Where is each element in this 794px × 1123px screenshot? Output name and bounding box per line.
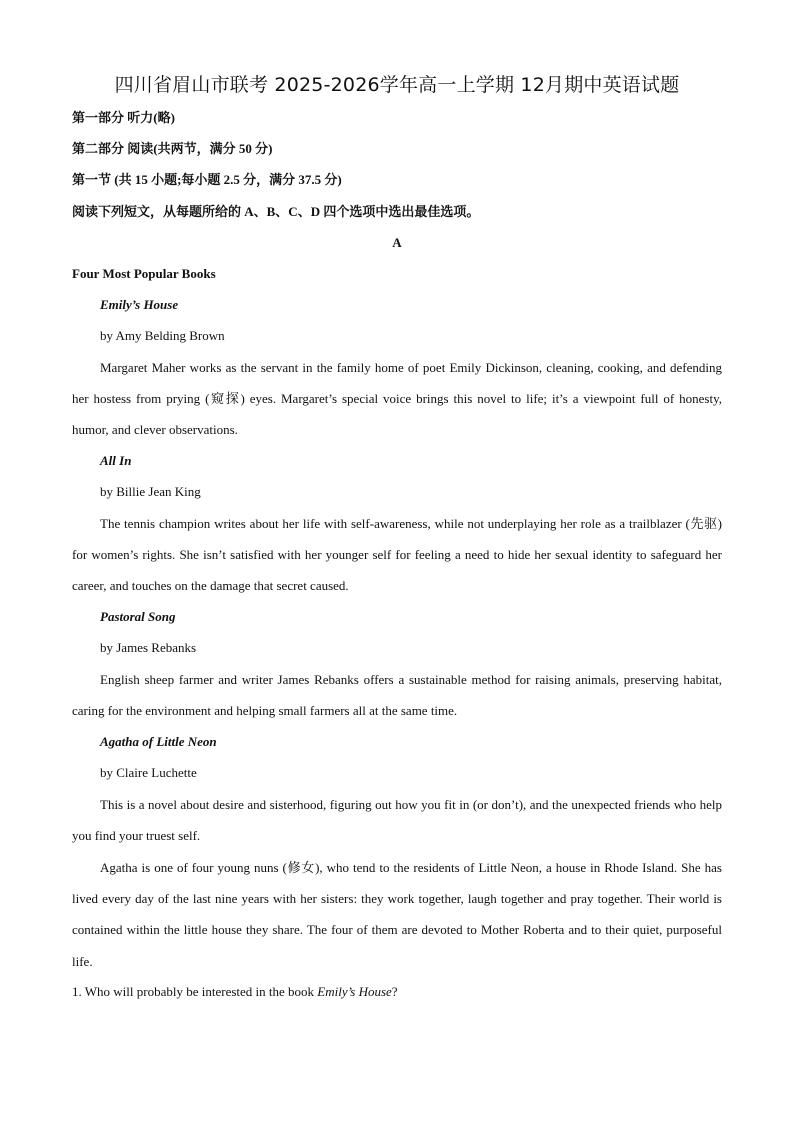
book-description: English sheep farmer and writer James Rebanks offers a sustainable method for raising animals, preserving habitat, caring for the environment and helping small farmers all at the same time.: [72, 672, 722, 719]
question-mark: ?: [391, 984, 398, 999]
page-title: 四川省眉山市联考 2025-2026学年高一上学期 12月期中英语试题: [114, 74, 680, 96]
section1-heading: 第一节 (共 15 小题;每小题 2.5 分，满分 37.5 分): [72, 172, 342, 187]
passage-label: A: [392, 235, 402, 250]
book-description: Margaret Maher works as the servant in the family home of poet Emily Dickinson, cleaning, cooking, and defending her hostess from prying (窥探) eyes. Margaret’s special voice brings this novel to life; it’s a viewpoint full of honesty, humor, and clever observations.: [72, 360, 722, 438]
book-description: This is a novel about desire and sisterhood, figuring out how you fit in (or don’t), and the unexpected friends who help you find your truest self.: [72, 797, 722, 844]
book-author: by Claire Luchette: [100, 765, 197, 780]
book-description: The tennis champion writes about her life with self-awareness, while not underplaying her role as a trailblazer (先驱) for women’s rights. She isn’t satisfied with her younger self for feeling a need to hide her sexual identity to safeguard her career, and touches on the damage that secret caused.: [72, 516, 722, 594]
book-description-continued: Agatha is one of four young nuns (修女), who tend to the residents of Little Neon, a house in Rhode Island. She has lived every day of the last nine years with her sisters: they work together, laugh together and pray together. Their world is contained within the little house they share. The four of them are devoted to Mother Roberta and to their quiet, purposeful life.: [72, 860, 722, 969]
question-1: [72, 984, 398, 1000]
book-author: by James Rebanks: [100, 640, 197, 655]
book-title: Agatha of Little Neon: [100, 734, 217, 749]
book-author: by Billie Jean King: [100, 484, 201, 499]
book-title: Pastoral Song: [100, 609, 176, 624]
book-title: All In: [100, 453, 132, 468]
question-book-title: Emily’s House: [317, 984, 392, 999]
question-text: 1. Who will probably be interested in the book: [72, 984, 318, 999]
part2-heading: 第二部分 阅读(共两节，满分 50 分): [72, 141, 273, 156]
passage-title: Four Most Popular Books: [72, 266, 216, 281]
book-title: Emily’s House: [100, 297, 179, 312]
instructions: 阅读下列短文，从每题所给的 A、B、C、D 四个选项中选出最佳选项。: [72, 204, 480, 219]
book-author: by Amy Belding Brown: [100, 328, 225, 343]
part1-heading: 第一部分 听力(略): [72, 110, 175, 125]
